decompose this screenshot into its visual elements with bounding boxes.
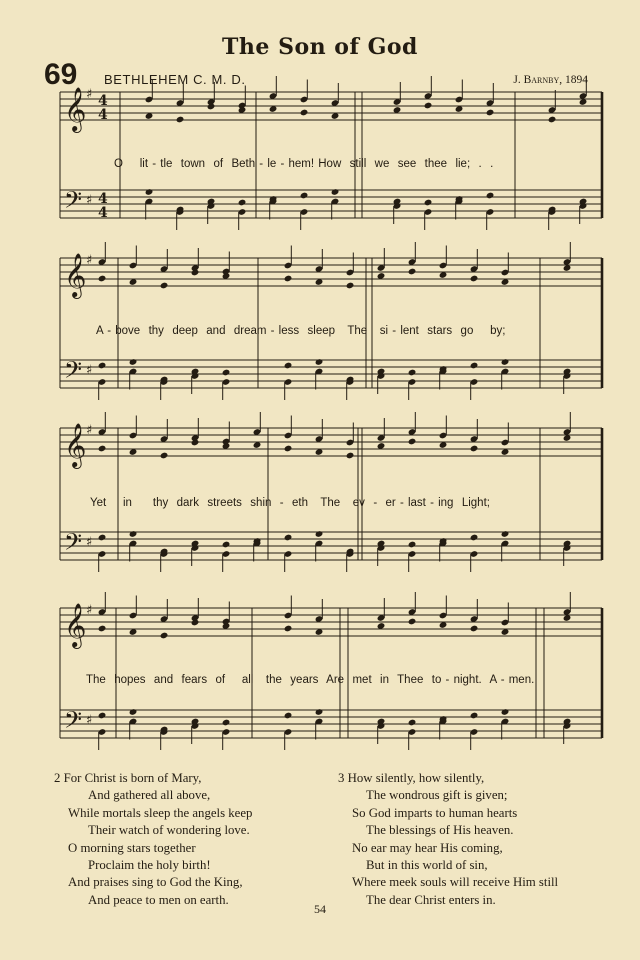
- note-head: [501, 708, 510, 716]
- treble-clef-icon: 𝄞: [64, 423, 87, 467]
- note-head: [408, 618, 417, 626]
- note-head: [145, 188, 154, 196]
- note-head: [160, 282, 169, 290]
- treble-clef-icon: 𝄞: [64, 253, 87, 297]
- verse-3: [338, 770, 558, 909]
- verse-line: And peace to men on earth.: [88, 892, 229, 907]
- note-head: [222, 541, 231, 549]
- note-head: [98, 534, 107, 542]
- sharp-icon: ♯: [86, 535, 93, 550]
- lyric-line-3: Yet in thy dark streets shin - eth The ev - er - last - ing Light;: [90, 497, 490, 509]
- verse-line: The dear Christ enters in.: [366, 892, 496, 907]
- note-head: [315, 530, 324, 538]
- note-head: [331, 188, 340, 196]
- note-head: [470, 275, 479, 283]
- hymn-number: 69: [44, 58, 78, 91]
- note-head: [408, 719, 417, 727]
- bass-clef-icon: 𝄢: [64, 356, 83, 389]
- note-head: [222, 369, 231, 377]
- note-head: [222, 719, 231, 727]
- verse-line: And gathered all above,: [88, 788, 211, 803]
- verse-line: Their watch of wondering love.: [88, 823, 250, 838]
- verse-line: For Christ is born of Mary,: [63, 771, 202, 785]
- note-head: [238, 199, 247, 207]
- note-head: [176, 116, 185, 124]
- note-head: [470, 712, 479, 720]
- composer-credit: J. Barnby, 1894: [513, 74, 588, 86]
- verse-line: The wondrous gift is given;: [366, 788, 508, 803]
- verse-line: How silently, how silently,: [347, 771, 485, 785]
- note-head: [315, 708, 324, 716]
- page-number: 54: [314, 902, 326, 916]
- treble-clef-icon: 𝄞: [64, 603, 87, 647]
- verse-2: [54, 770, 252, 909]
- note-head: [300, 109, 309, 117]
- note-head: [300, 192, 309, 200]
- tune-name: BETHLEHEM C. M. D.: [104, 72, 246, 87]
- note-head: [98, 712, 107, 720]
- note-head: [129, 530, 138, 538]
- note-head: [284, 534, 293, 542]
- verse-line: O morning stars together: [68, 840, 196, 855]
- note-head: [501, 530, 510, 538]
- sharp-icon: ♯: [86, 193, 93, 208]
- note-head: [284, 445, 293, 453]
- note-head: [160, 632, 169, 640]
- note-head: [470, 534, 479, 542]
- bass-clef-icon: 𝄢: [64, 186, 83, 219]
- note-head: [98, 445, 107, 453]
- bass-clef-icon: 𝄢: [64, 528, 83, 561]
- time-signature: 4: [98, 107, 108, 123]
- lyric-line-2: A - bove thy deep and dream - less sleep The si - lent stars go by;: [96, 325, 506, 337]
- treble-clef-icon: 𝄞: [64, 87, 87, 131]
- note-head: [470, 362, 479, 370]
- note-head: [98, 362, 107, 370]
- verse-line: And praises sing to God the King,: [68, 875, 243, 890]
- time-signature: 4: [98, 205, 108, 221]
- verse-line: No ear may hear His coming,: [352, 840, 503, 855]
- note-head: [129, 708, 138, 716]
- section-title: The Son of God: [222, 34, 418, 60]
- note-head: [486, 192, 495, 200]
- note-head: [346, 282, 355, 290]
- note-head: [424, 199, 433, 207]
- note-head: [315, 358, 324, 366]
- note-head: [424, 102, 433, 110]
- note-head: [98, 275, 107, 283]
- sharp-icon: ♯: [86, 603, 93, 618]
- note-head: [408, 369, 417, 377]
- note-head: [408, 541, 417, 549]
- note-head: [98, 625, 107, 633]
- time-signature: 4: [98, 191, 108, 207]
- note-head: [284, 625, 293, 633]
- verse-line: Proclaim the holy birth!: [88, 858, 211, 873]
- sharp-icon: ♯: [86, 87, 93, 102]
- verse-number: 3: [338, 771, 345, 785]
- lyric-line-1: O lit - tle town of Beth - le - hem! How still we see thee lie; . .: [114, 158, 494, 170]
- note-head: [408, 438, 417, 446]
- sharp-icon: ♯: [86, 253, 93, 268]
- note-head: [470, 625, 479, 633]
- verse-line: But in this world of sin,: [366, 858, 488, 873]
- note-head: [548, 116, 557, 124]
- sharp-icon: ♯: [86, 713, 93, 728]
- note-head: [284, 275, 293, 283]
- note-head: [284, 362, 293, 370]
- verse-line: Where meek souls will receive Him still: [352, 875, 559, 890]
- note-head: [408, 268, 417, 276]
- lyric-line-4: The hopes and fears of all the years Are met in Thee to - night. A - men.: [86, 674, 535, 686]
- note-head: [346, 452, 355, 460]
- sharp-icon: ♯: [86, 423, 93, 438]
- verse-line: While mortals sleep the angels keep: [68, 805, 253, 820]
- verse-line: So God imparts to human hearts: [352, 805, 518, 820]
- note-head: [501, 358, 510, 366]
- verse-line: The blessings of His heaven.: [366, 823, 514, 838]
- sharp-icon: ♯: [86, 363, 93, 378]
- note-head: [470, 445, 479, 453]
- note-head: [486, 109, 495, 117]
- bass-clef-icon: 𝄢: [64, 706, 83, 739]
- time-signature: 4: [98, 93, 108, 109]
- note-head: [129, 358, 138, 366]
- verse-number: 2: [54, 771, 61, 785]
- note-head: [160, 452, 169, 460]
- note-head: [284, 712, 293, 720]
